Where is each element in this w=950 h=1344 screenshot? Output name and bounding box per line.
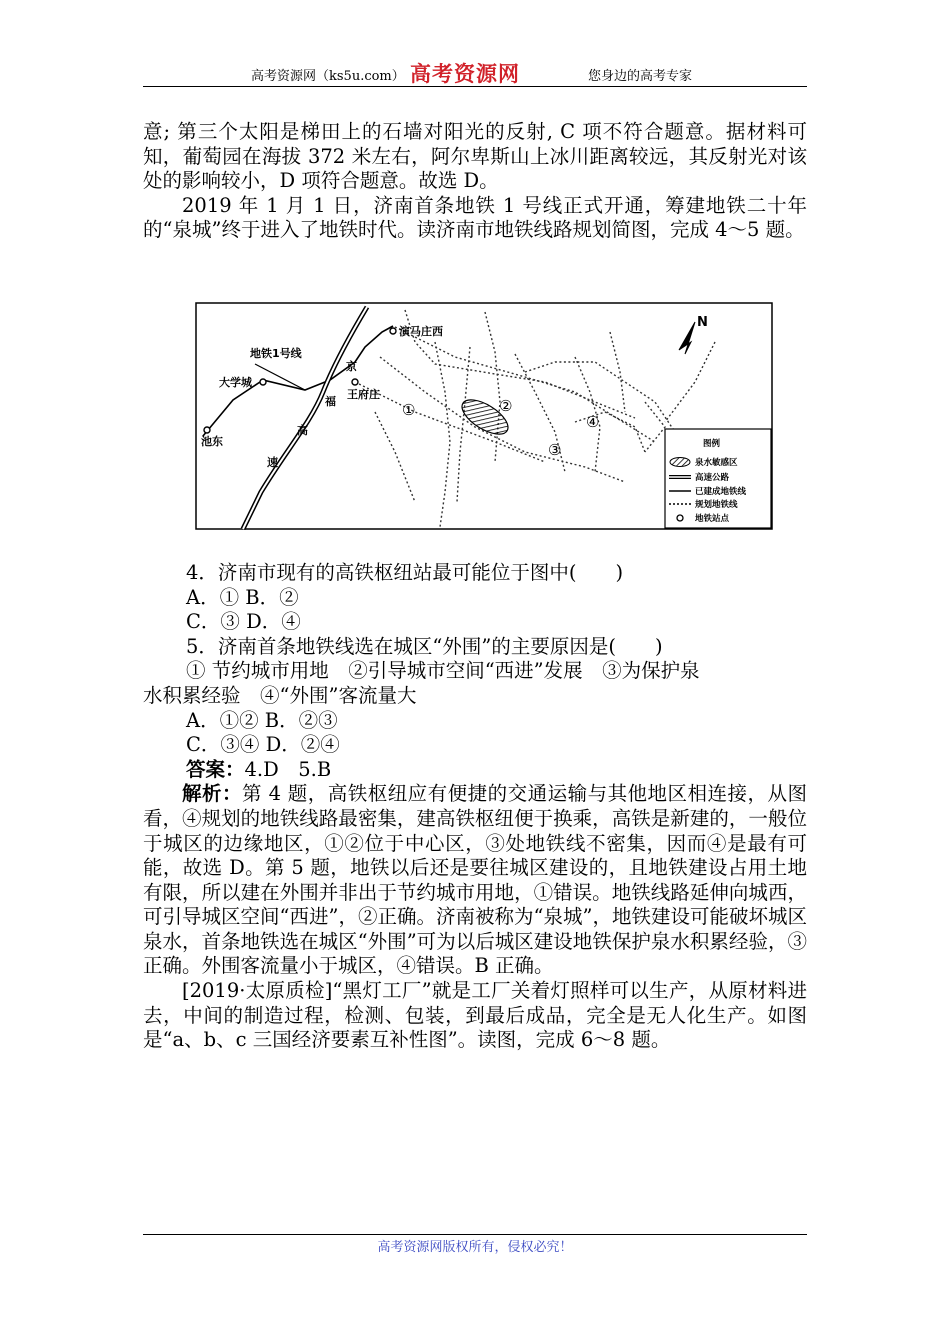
q5-options-cd: C．③④ D．②④: [186, 733, 340, 757]
map-legend: [665, 429, 771, 528]
paragraph-intro-q6-8: [2019·太原质检]“黑灯工厂”就是工厂关着灯照样可以生产，从原材料进去，中间的制造过程，检测、包装，到最后成品，完全是无人化生产。如图是“a、b、c 三国经济要素互补性图”。读图，完成 6～8 题。: [143, 979, 807, 1052]
marker-3: ③: [548, 441, 562, 459]
station-yanmazhuangxi: 演马庄西: [399, 325, 443, 338]
station-chidong: 池东: [201, 435, 223, 448]
north-label: N: [697, 315, 708, 330]
legend-planned-line: 规划地铁线: [695, 500, 738, 510]
analysis-label: 解析：: [182, 782, 242, 806]
q5-statements-1: ① 节约城市用地 ②引导城市空间“西进”发展 ③为保护泉: [186, 659, 700, 683]
marker-4: ④: [586, 413, 600, 431]
legend-station: 地铁站点: [695, 514, 730, 524]
answer-label: 答案：: [186, 757, 245, 781]
header-logo: 高考资源网: [410, 61, 520, 86]
footer-copyright: 高考资源网版权所有，侵权必究！: [377, 1240, 573, 1255]
q4-options-ab: A．① B．②: [186, 585, 299, 609]
legend-built-line: 已建成地铁线: [695, 487, 747, 497]
line-1-label: 地铁1号线: [250, 347, 302, 360]
legend-title: 图例: [703, 439, 721, 449]
legend-expressway: 高速公路: [695, 473, 730, 483]
paragraph-intro-q4-5: 2019 年 1 月 1 日，济南首条地铁 1 号线正式开通，筹建地铁二十年的“泉城”终于进入了地铁时代。读济南市地铁线路规划简图，完成 4～5 题。: [143, 193, 807, 242]
legend-spring-area: 泉水敏感区: [695, 458, 738, 468]
station-wangfuzhuang: 王府庄: [347, 388, 380, 401]
metro-map-figure: [195, 302, 773, 530]
marker-2: ②: [499, 397, 513, 415]
highway-char-su: 速: [267, 456, 278, 469]
legend-station-swatch: [677, 515, 683, 521]
document-body: [143, 120, 807, 1053]
q5-stem: 5．济南首条地铁线选在城区“外围”的主要原因是( ): [186, 634, 663, 658]
q5-statements-2: 水积累经验 ④“外围”客流量大: [143, 683, 417, 707]
legend-spring-swatch: [670, 458, 690, 467]
header-slogan: 您身边的高考专家: [588, 69, 693, 84]
header-site-name: 高考资源网（ks5u.com）: [251, 69, 405, 84]
q4-stem: 4．济南市现有的高铁枢纽站最可能位于图中( ): [186, 560, 624, 584]
paragraph-prev-answer: 意; 第三个太阳是梯田上的石墙对阳光的反射, C 项不符合题意。据材料可知，葡萄园在海拔 372 米左右，阿尔卑斯山上冰川距离较远，其反射光对该处的影响较小，D 项符合题意。故选 D。: [143, 120, 807, 193]
answer-line: [143, 758, 807, 783]
highway-char-jing: 京: [346, 360, 357, 373]
answer-value: 4.D 5.B: [244, 757, 332, 781]
footer-rule: [143, 1234, 807, 1235]
station-daxuecheng: 大学城: [219, 376, 252, 389]
highway-char-fu: 福: [325, 395, 336, 408]
highway-char-gao: 高: [297, 424, 308, 437]
marker-1: ①: [402, 401, 416, 419]
analysis-paragraph: [143, 782, 807, 979]
page-header: [143, 60, 807, 87]
q4-options-cd: C．③ D．④: [186, 610, 301, 634]
analysis-text: 第 4 题，高铁枢纽应有便捷的交通运输与其他地区相连接，从图看，④规划的地铁线路最密集，建高铁枢纽便于换乘，高铁是新建的，一般位于城区的边缘地区，①②位于中心区，③处地铁线不密集，因而④是最有可能，故选 D。第 5 题，地铁以后还是要往城区建设的，且地铁建设占用土地有限，所以建在外围并非出于节约城市用地，①错误。地铁线路延伸向城西，可引导城区空间“西进”，②正确。济南被称为“泉城”，地铁建设可能破坏城区泉水，首条地铁选在城区“外围”可为以后城区建设地铁保护泉水积累经验，③正确。外围客流量小于城区，④错误。B 正确。: [143, 782, 807, 978]
q5-options-ab: A．①② B．②③: [186, 708, 338, 732]
